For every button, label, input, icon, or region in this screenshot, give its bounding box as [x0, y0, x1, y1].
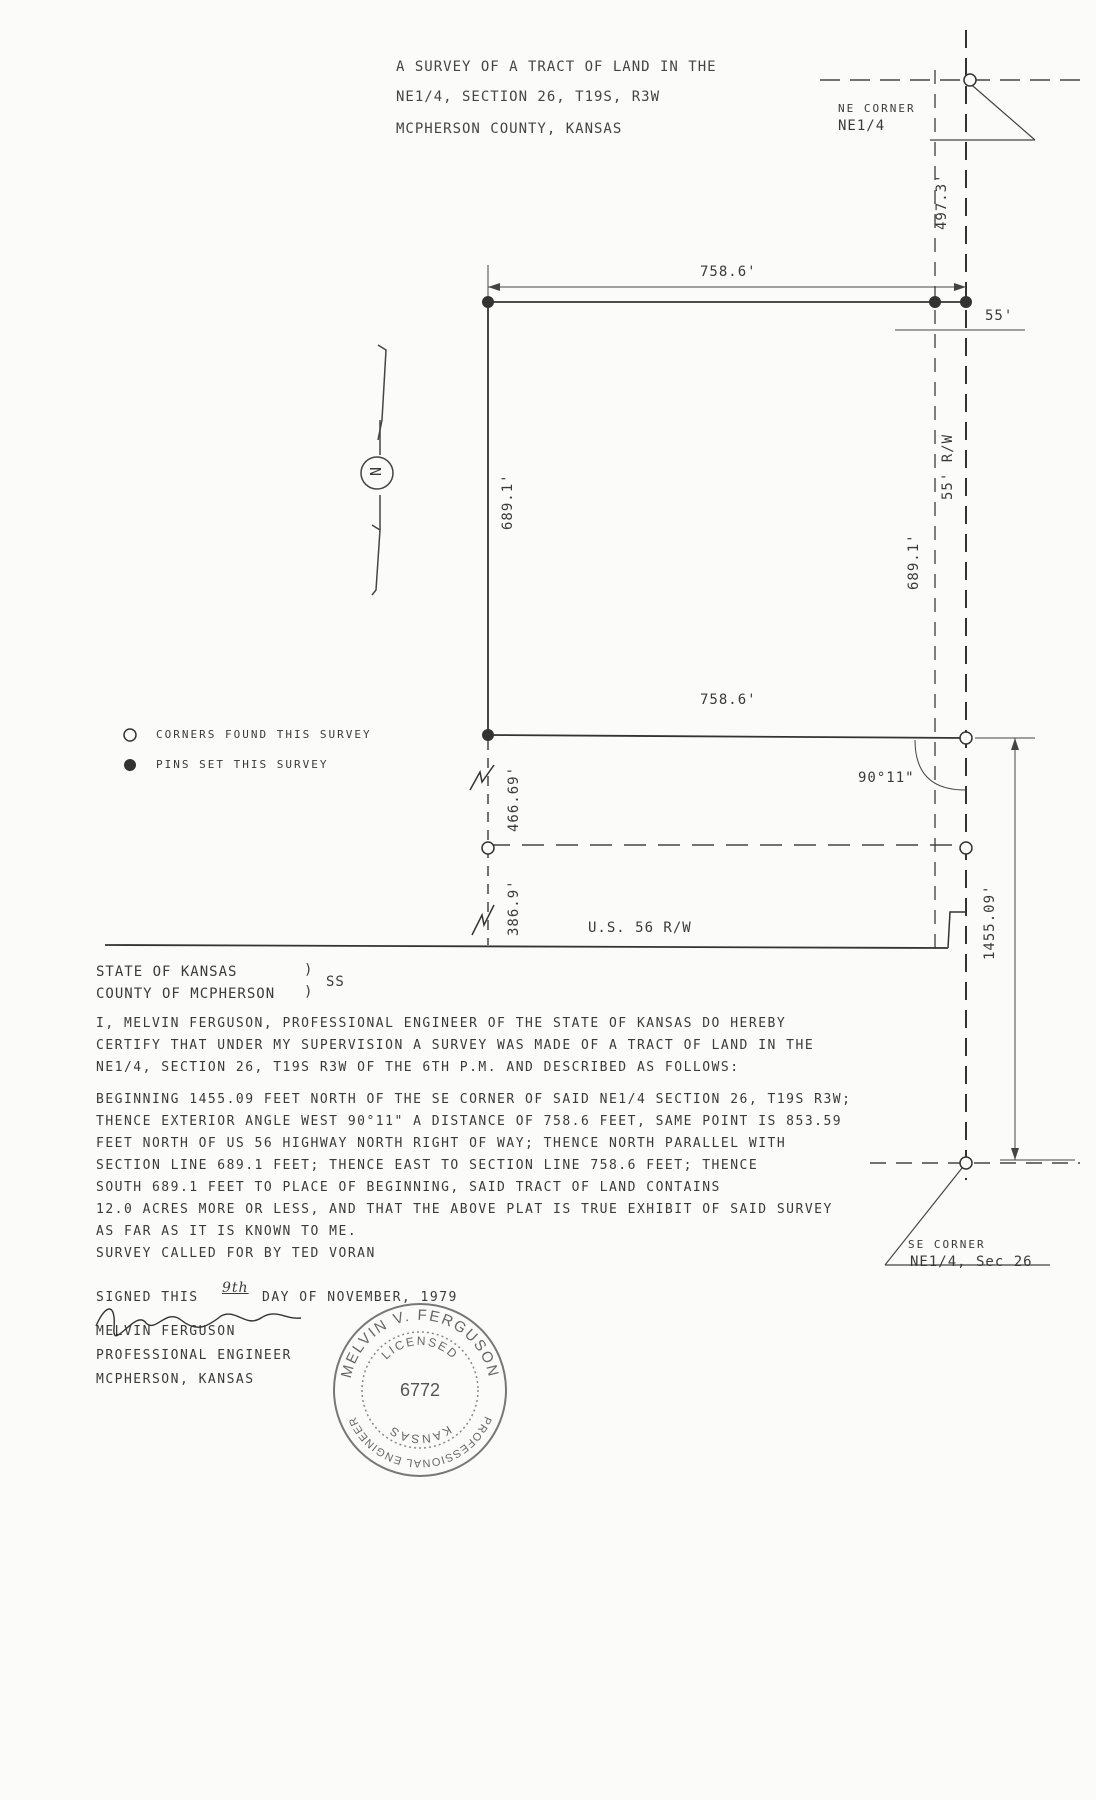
description-line-6: 12.0 ACRES MORE OR LESS, AND THAT THE ABOVE PLAT IS TRUE EXHIBIT OF SAID SURVEY — [96, 1202, 833, 1217]
dim-lower-left-1-label: 466.69' — [506, 765, 522, 832]
seal-inner-top-text: LICENSED — [378, 1333, 462, 1363]
signer-name: MELVIN FERGUSON — [96, 1324, 236, 1339]
corner-found-se — [960, 1157, 972, 1169]
venue-bracket-2: ) — [304, 984, 314, 1000]
seal-inner-bottom-text: KANSAS — [385, 1422, 455, 1447]
highway-line — [105, 945, 948, 948]
dim-ne-offset-label: 497.3' — [934, 173, 950, 230]
description-line-2: THENCE EXTERIOR ANGLE WEST 90°11" A DISTANCE OF 758.6 FEET, SAME POINT IS 853.59 — [96, 1114, 843, 1129]
ne-corner-label-2: NE1/4 — [838, 118, 886, 134]
angle-label: 90°11" — [858, 770, 915, 786]
pin-set-n — [929, 296, 941, 308]
break-symbol-1 — [470, 765, 494, 790]
highway-label: U.S. 56 R/W — [588, 920, 692, 936]
dim-total-arrow-top — [1011, 738, 1019, 750]
corner-found-mid — [960, 842, 972, 854]
dim-lower-left-2-label: 386.9' — [506, 879, 522, 936]
signer-location: MCPHERSON, KANSAS — [96, 1372, 255, 1387]
north-arrow-label: N — [366, 466, 385, 478]
dim-total-label: 1455.09' — [982, 884, 998, 960]
legend-set-symbol — [124, 759, 136, 771]
tract-bottom — [488, 735, 966, 738]
angle-arc — [915, 740, 965, 790]
venue-bracket-1: ) — [304, 962, 314, 978]
legend-found-label: CORNERS FOUND THIS SURVEY — [156, 728, 372, 741]
venue-county: COUNTY OF MCPHERSON — [96, 986, 276, 1002]
signed-prefix: SIGNED THIS — [96, 1290, 199, 1305]
dim-top-arrow-right — [954, 283, 966, 291]
se-corner-label-1: SE CORNER — [908, 1238, 986, 1251]
description-line-3: FEET NORTH OF US 56 HIGHWAY NORTH RIGHT OF WAY; THENCE NORTH PARALLEL WITH — [96, 1136, 787, 1151]
dim-top-label: 758.6' — [700, 264, 757, 280]
certification-line-2: CERTIFY THAT UNDER MY SUPERVISION A SURVEY WAS MADE OF A TRACT OF LAND IN THE — [96, 1038, 815, 1053]
legend-set-label: PINS SET THIS SURVEY — [156, 758, 329, 771]
engineer-seal — [330, 1300, 510, 1480]
description-line-8: SURVEY CALLED FOR BY TED VORAN — [96, 1246, 376, 1261]
svg-text:LICENSED — [379, 1334, 462, 1362]
title-line-2: NE1/4, SECTION 26, T19S, R3W — [396, 89, 661, 105]
ne-corner-label-1: NE CORNER — [838, 102, 916, 115]
signed-day: 9th — [222, 1280, 249, 1296]
dim-left-label: 689.1' — [500, 473, 516, 530]
legend-found-symbol — [124, 729, 136, 741]
title-line-3: MCPHERSON COUNTY, KANSAS — [396, 121, 623, 137]
title-line-1: A SURVEY OF A TRACT OF LAND IN THE — [396, 59, 717, 75]
break-symbol-2 — [472, 905, 494, 935]
dim-top-arrow-left — [488, 283, 500, 291]
certification-line-3: NE1/4, SECTION 26, T19S R3W OF THE 6TH P.M. AND DESCRIBED AS FOLLOWS: — [96, 1060, 740, 1075]
seal-outer-bottom-text: PROFESSIONAL ENGINEER — [346, 1414, 494, 1470]
corner-found-ne — [964, 74, 976, 86]
venue-ss: SS — [326, 974, 345, 990]
description-line-5: SOUTH 689.1 FEET TO PLACE OF BEGINNING, SAID TRACT OF LAND CONTAINS — [96, 1180, 721, 1195]
certification-line-1: I, MELVIN FERGUSON, PROFESSIONAL ENGINEER OF THE STATE OF KANSAS DO HEREBY — [96, 1016, 787, 1031]
signer-title: PROFESSIONAL ENGINEER — [96, 1348, 292, 1363]
description-line-7: AS FAR AS IT IS KNOWN TO ME. — [96, 1224, 358, 1239]
pin-set-sw — [482, 729, 494, 741]
corner-found-beginning — [960, 732, 972, 744]
seal-outer-text: MELVIN V. FERGUSON — [337, 1306, 502, 1380]
ne-corner-leader — [966, 80, 1035, 140]
description-line-4: SECTION LINE 689.1 FEET; THENCE EAST TO SECTION LINE 758.6 FEET; THENCE — [96, 1158, 759, 1173]
pin-set-nw — [482, 296, 494, 308]
venue-state: STATE OF KANSAS — [96, 964, 238, 980]
description-line-1: BEGINNING 1455.09 FEET NORTH OF THE SE CORNER OF SAID NE1/4 SECTION 26, T19S R3W; — [96, 1092, 852, 1107]
dim-row-label: 55' R/W — [940, 433, 956, 500]
dim-total-arrow-bottom — [1011, 1148, 1019, 1160]
dim-55-label: 55' — [985, 308, 1014, 324]
dim-middle-label: 758.6' — [700, 692, 757, 708]
svg-text:PROFESSIONAL ENGINEER — [347, 1415, 494, 1470]
seal-number: 6772 — [399, 1380, 441, 1400]
corner-found-left — [482, 842, 494, 854]
signed-suffix: DAY OF NOVEMBER, 1979 — [262, 1290, 458, 1305]
highway-corner — [948, 912, 965, 948]
se-corner-label-2: NE1/4, Sec 26 — [910, 1254, 1033, 1270]
pin-set-ne — [960, 296, 972, 308]
dim-right-label: 689.1' — [906, 533, 922, 590]
